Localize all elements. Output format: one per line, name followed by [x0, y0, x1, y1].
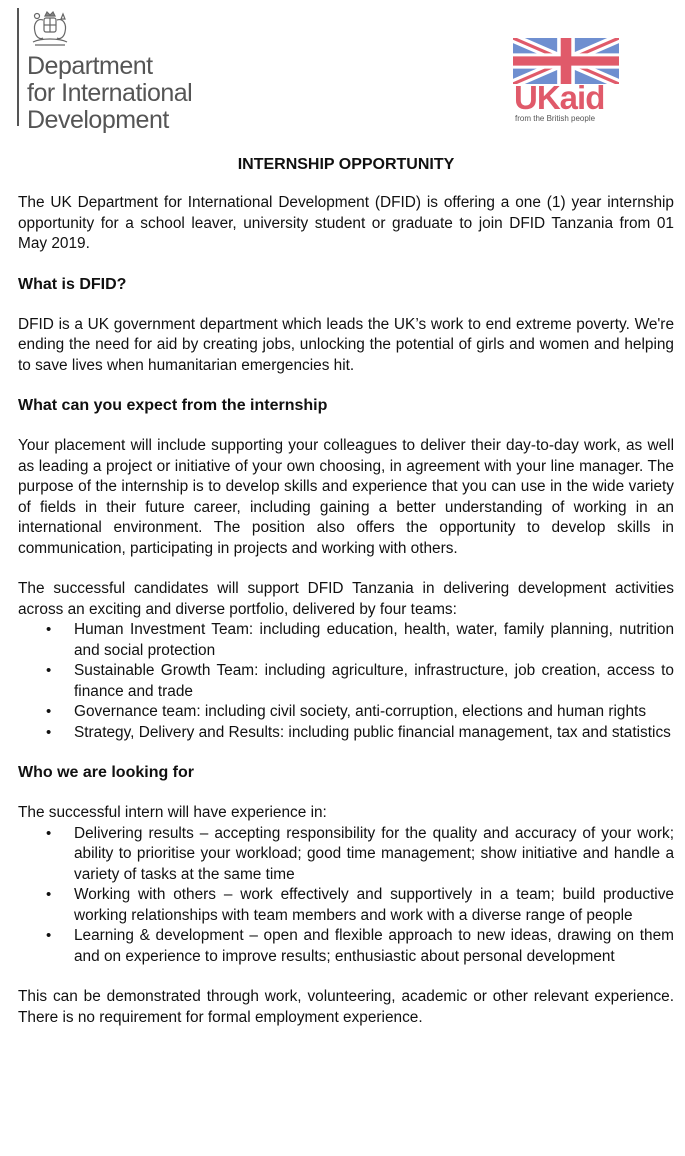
list-item: • Human Investment Team: including education, health, water, family planning, nutrition and social protection	[18, 620, 674, 661]
ukaid-uk: UK	[514, 79, 560, 116]
ukaid-wordmark	[514, 81, 604, 115]
list-item: • Delivering results – accepting responsibility for the quality and accuracy of your work; ability to prioritise your workload; good time management; show initiative and handle a variety of tasks at the same time	[18, 824, 674, 886]
closing-paragraph: This can be demonstrated through work, volunteering, academic or other relevant experience. There is no requirement for formal employment experience.	[18, 988, 674, 1026]
ukaid-tagline: from the British people	[515, 114, 596, 123]
list-item: • Strategy, Delivery and Results: including public financial management, tax and statistics	[18, 723, 674, 744]
list-item: • Learning & development – open and flexible approach to new ideas, drawing on them and on experience to improve results; enthusiastic about personal development	[18, 926, 674, 967]
list-item: • Governance team: including civil society, anti-corruption, elections and human rights	[18, 702, 674, 723]
document-title: INTERNSHIP OPPORTUNITY	[237, 156, 455, 173]
section-heading-looking-for: Who we are looking for	[18, 764, 195, 781]
section-lead-looking-for: The successful intern will have experience in:	[18, 804, 327, 821]
logo-line: for International	[27, 79, 193, 107]
royal-crest-icon	[27, 10, 73, 50]
logo-line: Development	[27, 106, 169, 134]
document-body	[18, 156, 674, 1028]
logo-divider	[17, 8, 19, 126]
ukaid-logo	[497, 28, 637, 132]
list-item: • Sustainable Growth Team: including agriculture, infrastructure, job creation, access to finance and trade	[18, 661, 674, 702]
section-body-what-is-dfid: DFID is a UK government department which leads the UK’s work to end extreme poverty. We're ending the need for aid by creating jobs, unlocking the potential of girls and women and helping to save lives when humanitarian emergencies hit.	[18, 315, 674, 374]
ukaid-aid: aid	[559, 79, 605, 116]
section-body-expect: Your placement will include supporting your colleagues to deliver their day-to-day work, as well as leading a project or initiative of your own choosing, in agreement with your line manager. The purpose of the internship is to develop skills and experience that you can use in the wide variety of fields in their future career, including gaining a better understanding of working in an international environment. The position also offers the opportunity to develop skills in communication, participating in projects and working with others.	[18, 437, 674, 557]
intro-paragraph: The UK Department for International Development (DFID) is offering a one (1) year internship opportunity for a school leaver, university student or graduate to join DFID Tanzania from 01 May 2019.	[18, 194, 674, 252]
list-item: • Working with others – work effectively and supportively in a team; build productive working relationships with team members and work with a diverse range of people	[18, 885, 674, 926]
requirements-list	[18, 824, 674, 968]
dfid-logo-text	[27, 53, 217, 134]
section-heading-what-is-dfid: What is DFID?	[18, 275, 127, 293]
section-body-teams-intro: The successful candidates will support DFID Tanzania in delivering development activities across an exciting and diverse portfolio, delivered by four teams:	[18, 580, 674, 618]
union-jack-icon	[513, 38, 619, 84]
section-heading-expect: What can you expect from the internship	[18, 397, 328, 414]
document-header	[0, 0, 685, 140]
logo-line: Department	[27, 52, 153, 80]
teams-list	[18, 620, 674, 743]
